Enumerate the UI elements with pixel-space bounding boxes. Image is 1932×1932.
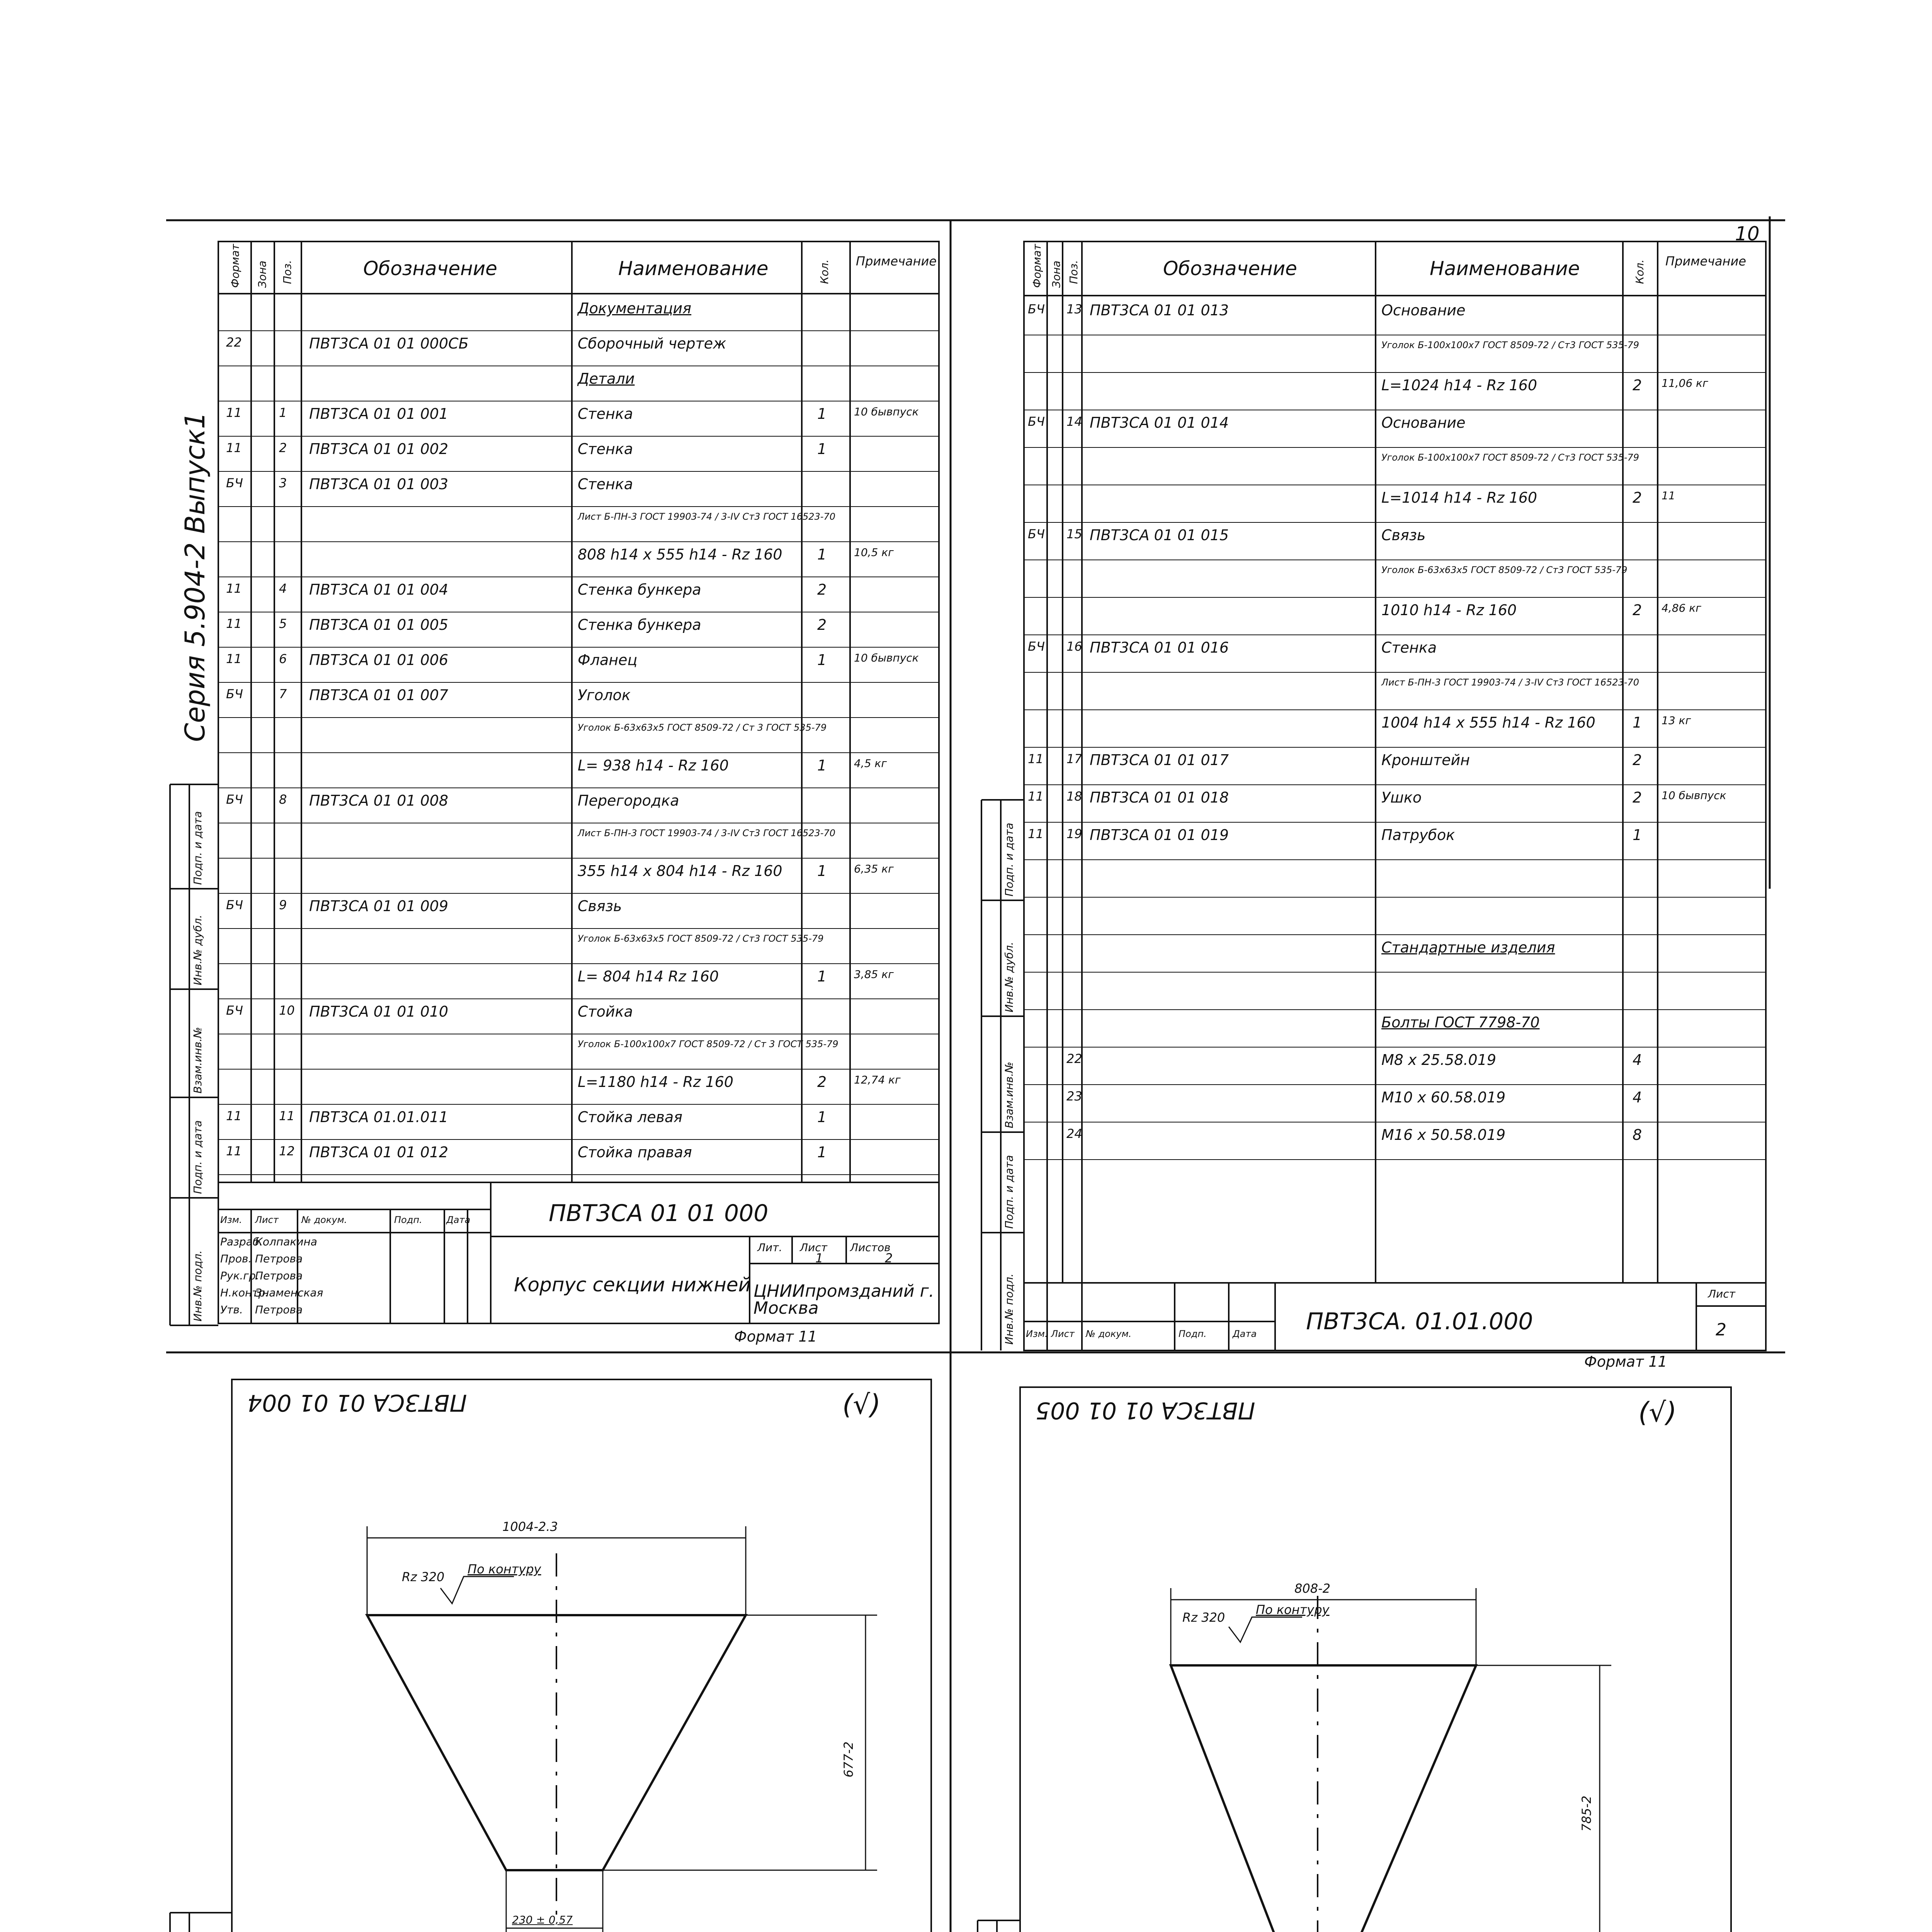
row-qty: 1 [817,405,827,422]
row-pos: 5 [279,616,287,631]
row-name: Основание [1381,414,1466,431]
row-note: 13 кг [1662,714,1691,727]
row-name: Уголок Б-100х100х7 ГОСТ 8509-72 / Ст 3 ГОСТ 535-79 [578,1039,838,1049]
row-name: Стандартные изделия [1381,939,1555,956]
row-note: 10 бывпуск [1662,789,1726,802]
code-rotated-r: ПВТ3СА 01 01 005 [1036,1397,1255,1424]
row-name: 808 h14 x 555 h14 - Rz 160 [578,546,782,563]
row-format: 22 [226,335,242,350]
row-qty: 1 [817,757,827,774]
row-name: L=1180 h14 - Rz 160 [578,1073,734,1090]
stamp-person-role: Разраб. [220,1235,263,1248]
stamp-role-label: Дата [446,1214,471,1225]
stamp-person-name: Петрова [255,1269,303,1282]
side-label: Инв.№ подл. [1003,1273,1015,1345]
row-qty: 2 [1633,789,1642,806]
row-designation: ПВТ3СА 01 01 006 [309,651,449,668]
hdr-qty-r: Кол. [1633,259,1646,284]
row-pos: 19 [1066,827,1082,841]
stamp-code: ПВТ3СА 01 01 000 [549,1200,769,1227]
row-format: 11 [226,651,242,666]
row-pos: 13 [1066,302,1082,316]
row-name: Перегородка [578,792,679,809]
hdr-designation-r: Обозначение [1163,257,1297,280]
row-qty: 1 [817,1144,827,1161]
side-label: Подп. и дата [191,1120,204,1194]
trapezoid-left [367,1526,877,1932]
hdr-note-r: Примечание [1665,254,1746,269]
row-designation: ПВТ3СА 01 01 002 [309,440,449,457]
stamp-code-r: ПВТ3СА. 01.01.000 [1306,1308,1533,1335]
row-format: БЧ [226,476,243,490]
row-format: 11 [1028,752,1044,766]
stamp-sheets: 2 [885,1251,893,1265]
row-name: L=1014 h14 - Rz 160 [1381,489,1537,506]
row-pos: 6 [279,651,287,666]
row-qty: 2 [817,1073,827,1090]
row-designation: ПВТ3СА 01 01 003 [309,476,449,493]
stamp-role-label: Изм. [220,1214,242,1225]
row-qty: 2 [817,581,827,598]
row-name: Стенка [1381,639,1437,656]
row-name: Уголок Б-63х63х5 ГОСТ 8509-72 / Ст3 ГОСТ 535-79 [1381,565,1628,575]
side-label: Взам.инв.№ [1003,1061,1015,1128]
stamp-person-role: Утв. [220,1303,243,1316]
hdr-designation: Обозначение [363,257,497,280]
row-qty: 4 [1633,1051,1642,1068]
stamp-person-role: Пров. [220,1252,252,1265]
row-name: Связь [578,898,622,915]
row-note: 6,35 кг [854,862,894,875]
row-pos: 2 [279,440,287,455]
row-designation: ПВТ3СА 01 01 004 [309,581,449,598]
row-format: 11 [226,581,242,596]
stamp-role-label: Изм. [1026,1328,1048,1339]
row-name: 355 h14 x 804 h14 - Rz 160 [578,862,782,879]
row-format: 11 [1028,827,1044,841]
stamp-role-label: № докум. [1086,1328,1132,1339]
row-format: 11 [226,405,242,420]
row-pos: 18 [1066,789,1082,804]
stamp-person-role: Н.контр. [220,1286,269,1299]
row-format: 11 [226,616,242,631]
stamp-person-name: Петрова [255,1252,303,1265]
stamp-person-name: Петрова [255,1303,303,1316]
stamp-format-r: Формат 11 [1584,1353,1667,1370]
row-qty: 4 [1633,1089,1642,1106]
row-qty: 8 [1633,1126,1642,1143]
stamp-sheet: 1 [815,1251,823,1265]
stamp-role-label: Подп. [394,1214,422,1225]
row-name: Сборочный чертеж [578,335,726,352]
stamp-org: ЦНИИпромзданий г. Москва [753,1281,934,1318]
hdr-zone: Зона [256,260,269,288]
row-name: Уголок [578,687,631,704]
row-qty: 2 [1633,377,1642,394]
row-name: Болты ГОСТ 7798-70 [1381,1014,1540,1031]
row-note: 4,86 кг [1662,602,1701,614]
row-qty: 2 [817,616,827,633]
row-note: 11,06 кг [1662,377,1708,389]
row-pos: 3 [279,476,287,490]
row-designation: ПВТ3СА 01 01 000СБ [309,335,469,352]
row-name: Лист Б-ПН-3 ГОСТ 19903-74 / 3-IV Ст3 ГОСТ 16523-70 [578,828,835,838]
row-qty: 1 [817,1109,827,1126]
side-label: Инв.№ дубл. [1003,942,1015,1012]
row-name: Основание [1381,302,1466,319]
row-qty: 2 [1633,602,1642,619]
row-designation: ПВТ3СА 01 01 017 [1090,752,1229,769]
row-name: Кронштейн [1381,752,1470,769]
side-label: Подп. и дата [1003,823,1015,896]
top-dim-r: 808-2 [1294,1581,1330,1596]
row-qty: 2 [1633,752,1642,769]
roughness-mark-r: (√) [1638,1396,1677,1428]
row-pos: 15 [1066,527,1082,541]
row-note: 12,74 кг [854,1073,901,1086]
row-name: Стенка [578,405,633,422]
row-designation: ПВТ3СА 01 01 019 [1090,827,1229,844]
row-name: Уголок Б-100х100х7 ГОСТ 8509-72 / Ст3 ГОСТ 535-79 [1381,340,1639,350]
row-designation: ПВТ3СА 01 01 001 [309,405,449,422]
row-name: Патрубок [1381,827,1455,844]
roughness: Rz 320 [402,1570,445,1584]
row-pos: 22 [1066,1051,1082,1066]
stamp-sheet-r: 2 [1716,1320,1726,1340]
row-name: Ушко [1381,789,1422,806]
side-label: Инв.№ подл. [191,1250,204,1321]
row-name: Стойка правая [578,1144,692,1161]
row-qty: 1 [817,546,827,563]
row-note: 10,5 кг [854,546,894,559]
row-name: Уголок Б-63х63х5 ГОСТ 8509-72 / Ст 3 ГОСТ 535-79 [578,722,827,733]
hdr-format: Формат [229,244,242,288]
hdr-name: Наименование [618,257,769,280]
hdr-qty: Кол. [818,259,831,284]
row-pos: 7 [279,687,287,701]
row-name: Стойка [578,1003,633,1020]
stamp-role-label: Дата [1233,1328,1257,1339]
trapezoid-right [1171,1588,1611,1932]
side-label: Взам.инв.№ [191,1027,204,1094]
row-designation: ПВТ3СА 01 01 005 [309,616,449,633]
side-label: Подп. и дата [1003,1155,1015,1229]
row-format: БЧ [1028,639,1045,654]
row-name: L=1024 h14 - Rz 160 [1381,377,1537,394]
row-designation: ПВТ3СА 01 01 009 [309,898,449,915]
row-pos: 11 [279,1109,295,1123]
row-format: БЧ [1028,302,1045,316]
row-pos: 1 [279,405,287,420]
row-designation: ПВТ3СА 01 01 013 [1090,302,1229,319]
height-dim: 677-2 [841,1742,856,1777]
row-name: Стойка левая [578,1109,683,1126]
row-format: БЧ [226,898,243,912]
row-name: Фланец [578,651,638,668]
roughness-r: Rz 320 [1182,1610,1225,1625]
contour-note-r: По контуру [1256,1602,1330,1617]
hdr-name-r: Наименование [1430,257,1580,280]
row-format: БЧ [226,1003,243,1018]
stamp-title: Корпус секции нижней [514,1274,751,1296]
stamp-sheets-label: Листов [850,1241,891,1254]
stamp-sheet-label-r: Лист [1708,1287,1735,1300]
row-name: М16 х 50.58.019 [1381,1126,1506,1143]
row-designation: ПВТ3СА 01 01 008 [309,792,449,809]
row-format: 11 [226,440,242,455]
row-name: 1004 h14 x 555 h14 - Rz 160 [1381,714,1595,731]
row-qty: 1 [1633,827,1642,844]
row-pos: 12 [279,1144,295,1158]
row-name: Стенка бункера [578,616,701,633]
row-name: Лист Б-ПН-3 ГОСТ 19903-74 / 3-IV Ст3 ГОСТ 16523-70 [578,511,835,522]
row-name: Лист Б-ПН-3 ГОСТ 19903-74 / 3-IV Ст3 ГОСТ 16523-70 [1381,677,1639,688]
row-format: 11 [226,1109,242,1123]
stamp-role-label: Лист [1051,1328,1075,1339]
row-designation: ПВТ3СА 01 01 014 [1090,414,1229,431]
row-note: 3,85 кг [854,968,894,981]
row-qty: 1 [817,651,827,668]
hdr-pos: Поз. [281,260,294,284]
row-name: Стенка бункера [578,581,701,598]
row-pos: 4 [279,581,287,596]
row-pos: 9 [279,898,287,912]
row-format: БЧ [226,687,243,701]
row-name: М8 х 25.58.019 [1381,1051,1497,1068]
row-note: 11 [1662,489,1675,502]
series-label: Серия 5.904-2 Выпуск1 [179,412,211,742]
hdr-zone-r: Зона [1050,260,1063,288]
row-name: Документация [578,300,692,317]
stamp-role-label: Лист [255,1214,279,1225]
row-designation: ПВТ3СА 01 01 018 [1090,789,1229,806]
code-rotated: ПВТ3СА 01 01 004 [247,1389,467,1416]
row-note: 4,5 кг [854,757,887,770]
row-pos: 14 [1066,414,1082,429]
row-pos: 8 [279,792,287,807]
row-pos: 23 [1066,1089,1082,1104]
roughness-mark: (√) [842,1389,881,1420]
row-pos: 17 [1066,752,1082,766]
row-name: М10 х 60.58.019 [1381,1089,1506,1106]
stamp-person-role: Рук.гр. [220,1269,259,1282]
row-designation: ПВТ3СА 01 01 015 [1090,527,1229,544]
bottom-dim: 230 ± 0,57 [512,1913,573,1926]
row-qty: 1 [817,862,827,879]
row-name: Связь [1381,527,1426,544]
contour-note: По контуру [468,1562,541,1577]
stamp-lit-label: Лит. [757,1241,782,1254]
row-designation: ПВТ3СА 01 01 016 [1090,639,1229,656]
row-qty: 2 [1633,489,1642,506]
height-dim-r: 785-2 [1579,1796,1594,1832]
row-pos: 24 [1066,1126,1082,1141]
row-qty: 1 [1633,714,1642,731]
row-format: БЧ [226,792,243,807]
row-format: 11 [1028,789,1044,804]
row-pos: 16 [1066,639,1082,654]
stamp-person-name: Знаменская [255,1286,323,1299]
hdr-format-r: Формат [1031,244,1043,288]
row-designation: ПВТ3СА 01 01 007 [309,687,449,704]
row-note: 10 бывпуск [854,405,919,418]
row-name: 1010 h14 - Rz 160 [1381,602,1517,619]
row-name: Уголок Б-63х63х5 ГОСТ 8509-72 / Ст3 ГОСТ 535-79 [578,933,824,944]
row-designation: ПВТ3СА 01.01.011 [309,1109,449,1126]
top-dim: 1004-2.3 [502,1519,558,1534]
row-name: L= 804 h14 Rz 160 [578,968,719,985]
page-number: 10 [1735,223,1760,245]
row-format: БЧ [1028,527,1045,541]
hdr-note: Примечание [856,254,937,269]
row-note: 10 бывпуск [854,651,919,664]
stamp-role-label: Подп. [1179,1328,1207,1339]
stamp-sheet-label: Лист [800,1241,827,1254]
stamp-format: Формат 11 [734,1328,817,1345]
row-name: L= 938 h14 - Rz 160 [578,757,729,774]
row-designation: ПВТ3СА 01 01 012 [309,1144,449,1161]
stamp-person-name: Колпакина [255,1235,317,1248]
row-qty: 1 [817,968,827,985]
side-label: Инв.№ дубл. [191,915,204,985]
hdr-pos-r: Поз. [1067,260,1080,284]
row-name: Стенка [578,476,633,493]
row-name: Уголок Б-100х100х7 ГОСТ 8509-72 / Ст3 ГОСТ 535-79 [1381,452,1639,463]
stamp-role-label: № докум. [301,1214,347,1225]
row-pos: 10 [279,1003,295,1018]
row-qty: 1 [817,440,827,457]
row-format: 11 [226,1144,242,1158]
side-label: Подп. и дата [191,811,204,885]
row-name: Стенка [578,440,633,457]
row-format: БЧ [1028,414,1045,429]
row-designation: ПВТ3СА 01 01 010 [309,1003,449,1020]
row-name: Детали [578,370,635,387]
